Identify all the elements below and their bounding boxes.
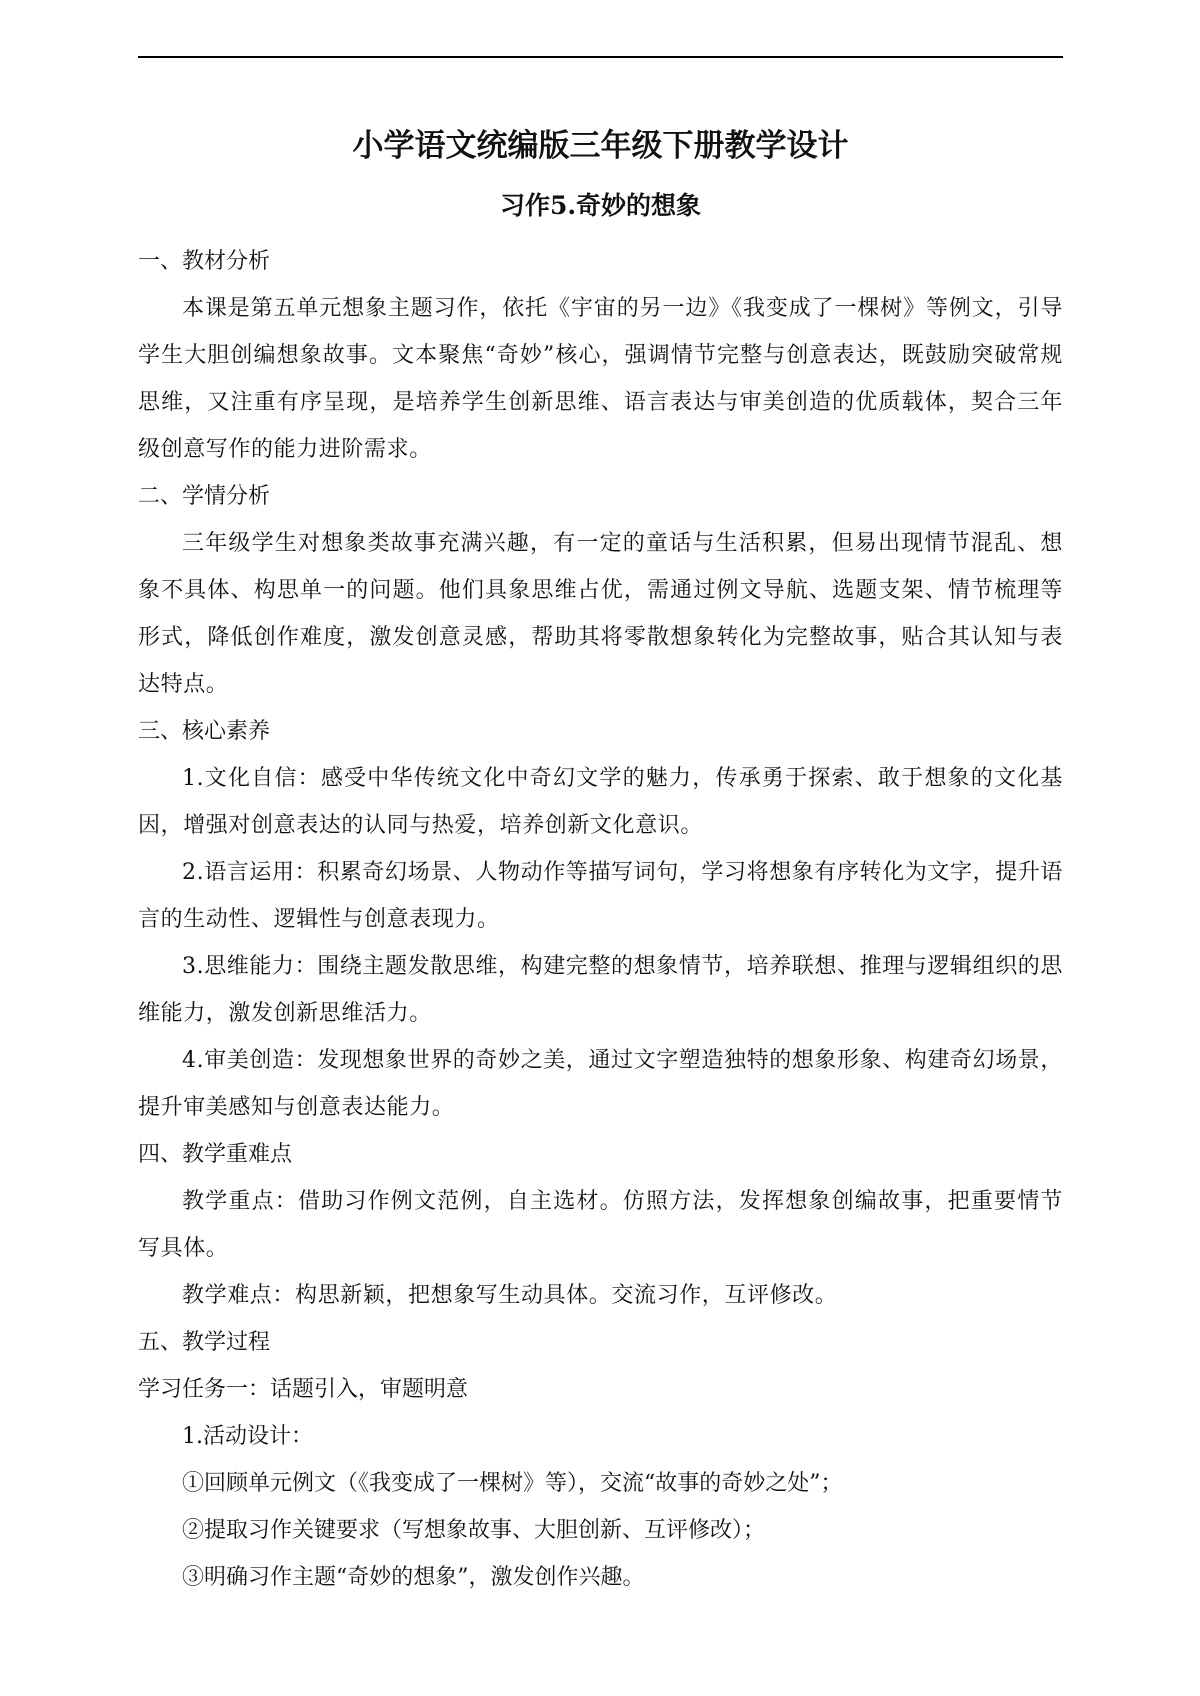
paragraph-language-use: 2.语言运用：积累奇幻场景、人物动作等描写词句，学习将想象有序转化为文字，提升语言的生动性、逻辑性与创意表现力。 [138,860,1063,932]
section-heading-learner-analysis: 二、学情分析 [138,484,271,509]
paragraph-aesthetic-creation: 4.审美创造：发现想象世界的奇妙之美，通过文字塑造独特的想象形象、构建奇幻场景，提升审美感知与创意表达能力。 [138,1048,1063,1120]
paragraph-thinking-ability: 3.思维能力：围绕主题发散思维，构建完整的想象情节，培养联想、推理与逻辑组织的思维能力，激发创新思维活力。 [138,954,1063,1026]
section-heading-core-literacy: 三、核心素养 [138,719,271,744]
document-body [138,122,1063,1601]
learning-task-one: 学习任务一：话题引入，审题明意 [138,1377,469,1402]
activity-design-label: 1.活动设计： [182,1424,313,1449]
section-heading-teaching-process: 五、教学过程 [138,1330,271,1355]
section-heading-key-difficulties: 四、教学重难点 [138,1142,293,1167]
section-heading-textbook-analysis: 一、教材分析 [138,249,271,274]
paragraph-teaching-difficulty: 教学难点：构思新颖，把想象写生动具体。交流习作，互评修改。 [182,1283,838,1308]
paragraph-textbook-analysis: 本课是第五单元想象主题习作，依托《宇宙的另一边》《我变成了一棵树》等例文，引导学生大胆创编想象故事。文本聚焦“奇妙”核心，强调情节完整与创意表达，既鼓励突破常规思维，又注重有序呈现，是培养学生创新思维、语言表达与审美创造的优质载体，契合三年级创意写作的能力进阶需求。 [138,296,1063,462]
paragraph-teaching-focus: 教学重点：借助习作例文范例，自主选材。仿照方法，发挥想象创编故事，把重要情节写具体。 [138,1189,1063,1261]
document-title: 小学语文统编版三年级下册教学设计 [352,128,849,164]
paragraph-cultural-confidence: 1.文化自信：感受中华传统文化中奇幻文学的魅力，传承勇于探索、敢于想象的文化基因，增强对创意表达的认同与热爱，培养创新文化意识。 [138,766,1063,838]
activity-item-1: ①回顾单元例文（《我变成了一棵树》等），交流“故事的奇妙之处”； [182,1471,843,1496]
header-rule [138,56,1063,58]
activity-item-2: ②提取习作关键要求（写想象故事、大胆创新、互评修改）； [182,1518,766,1543]
document-subtitle: 习作5.奇妙的想象 [499,191,702,220]
paragraph-learner-analysis: 三年级学生对想象类故事充满兴趣，有一定的童话与生活积累，但易出现情节混乱、想象不具体、构思单一的问题。他们具象思维占优，需通过例文导航、选题支架、情节梳理等形式，降低创作难度，激发创意灵感，帮助其将零散想象转化为完整故事，贴合其认知与表达特点。 [138,531,1063,697]
activity-item-3: ③明确习作主题“奇妙的想象”，激发创作兴趣。 [182,1565,645,1590]
